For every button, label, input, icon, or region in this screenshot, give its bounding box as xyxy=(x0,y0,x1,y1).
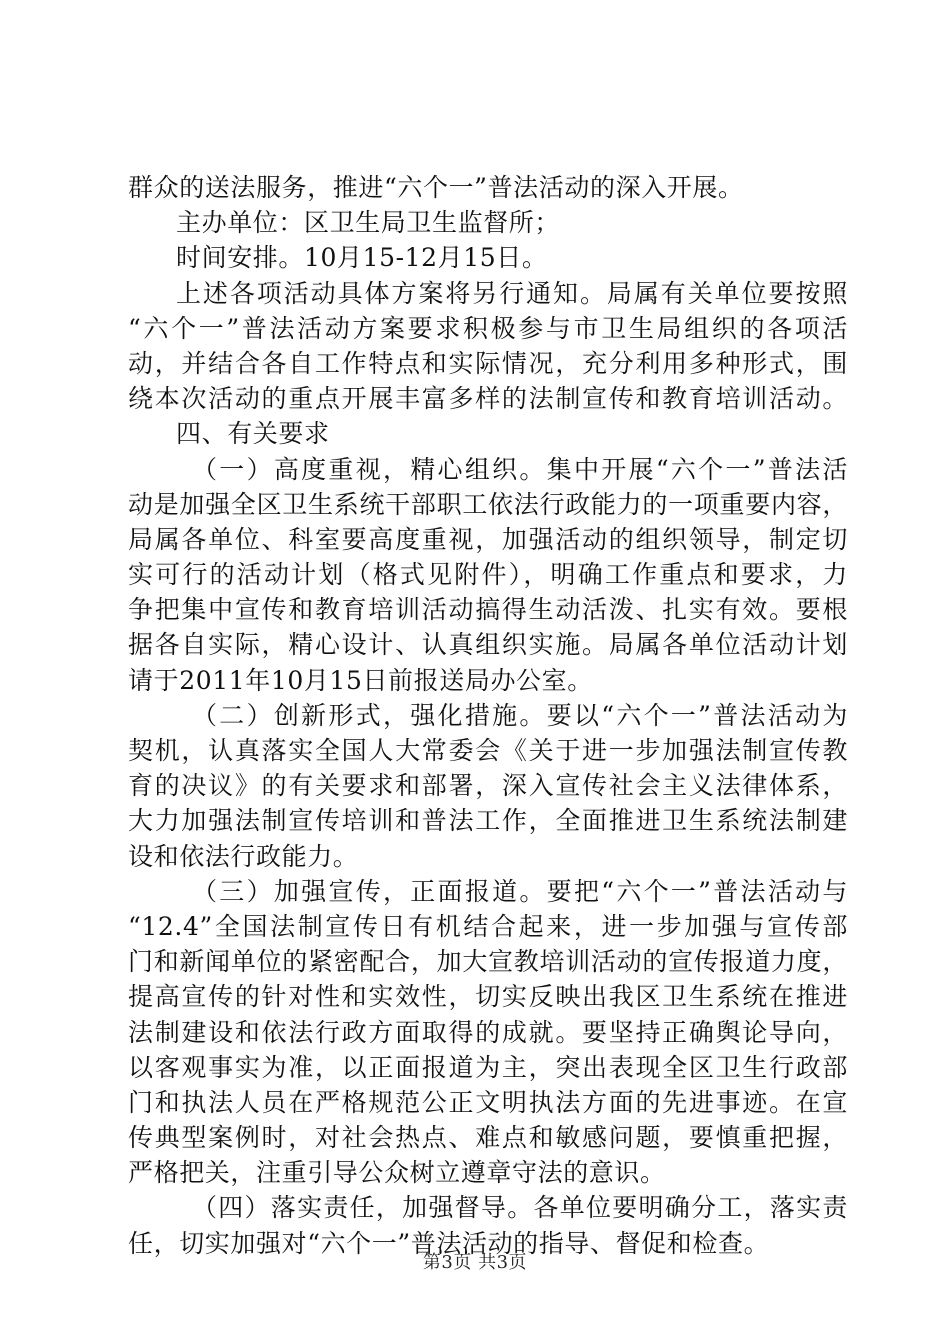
text-line-19: 大力加强法制宣传培训和普法工作，全面推进卫生系统法制建 xyxy=(128,806,848,836)
text-line-1: 群众的送法服务，推进“六个一”普法活动的深入开展。 xyxy=(128,173,744,202)
text-line-11: 局属各单位、科室要高度重视，加强活动的组织领导，制定切 xyxy=(128,524,848,554)
text-line-22: “12.4”全国法制宣传日有机结合起来，进一步加强与宣传部 xyxy=(128,911,848,941)
text-line-13: 争把集中宣传和教育培训活动搞得生动活泼、扎实有效。要根 xyxy=(128,595,848,625)
text-line-3: 时间安排。10月15-12月15日。 xyxy=(176,243,548,273)
text-line-18: 育的决议》的有关要求和部署，深入宣传社会主义法律体系， xyxy=(128,771,848,801)
text-line-10: 动是加强全区卫生系统干部职工依法行政能力的一项重要内容， xyxy=(128,489,848,519)
text-line-9: （一）高度重视，精心组织。集中开展“六个一”普法活 xyxy=(192,454,848,484)
text-line-30: （四）落实责任，加强督导。各单位要明确分工，落实责 xyxy=(192,1193,848,1223)
text-line-20: 设和依法行政能力。 xyxy=(128,841,359,871)
text-line-12: 实可行的活动计划（格式见附件），明确工作重点和要求，力 xyxy=(128,560,848,590)
text-line-21: （三）加强宣传，正面报道。要把“六个一”普法活动与 xyxy=(192,876,848,906)
text-line-23: 门和新闻单位的紧密配合，加大宣教培训活动的宣传报道力度， xyxy=(128,947,848,977)
section-heading-requirements: 四、有关要求 xyxy=(176,419,330,449)
text-line-31: 任，切实加强对“六个一”普法活动的指导、督促和检查。 xyxy=(128,1228,770,1258)
text-line-24: 提高宣传的针对性和实效性，切实反映出我区卫生系统在推进 xyxy=(128,982,848,1012)
text-line-29: 严格把关，注重引导公众树立遵章守法的意识。 xyxy=(128,1158,666,1188)
text-line-28: 传典型案例时，对社会热点、难点和敏感问题，要慎重把握， xyxy=(128,1123,848,1153)
text-line-5: “六个一”普法活动方案要求积极参与市卫生局组织的各项活 xyxy=(128,313,848,343)
text-line-7: 绕本次活动的重点开展丰富多样的法制宣传和教育培训活动。 xyxy=(128,384,848,414)
text-line-2: 主办单位：区卫生局卫生监督所； xyxy=(176,208,561,238)
text-line-25: 法制建设和依法行政方面取得的成就。要坚持正确舆论导向， xyxy=(128,1017,848,1047)
document-body xyxy=(128,170,848,1261)
text-line-27: 门和执法人员在严格规范公正文明执法方面的先进事迹。在宣 xyxy=(128,1087,848,1117)
text-line-14: 据各自实际，精心设计、认真组织实施。局属各单位活动计划 xyxy=(128,630,848,660)
text-line-17: 契机，认真落实全国人大常委会《关于进一步加强法制宣传教 xyxy=(128,736,848,765)
text-line-4: 上述各项活动具体方案将另行通知。局属有关单位要按照 xyxy=(176,278,848,308)
page-number-footer: 第3页 共3页 xyxy=(422,1252,528,1273)
text-line-16: （二）创新形式，强化措施。要以“六个一”普法活动为 xyxy=(192,700,848,730)
text-line-6: 动，并结合各自工作特点和实际情况，充分利用多种形式，围 xyxy=(128,348,848,378)
text-line-15: 请于2011年10月15日前报送局办公室。 xyxy=(128,665,593,695)
text-line-26: 以客观事实为准，以正面报道为主，突出表现全区卫生行政部 xyxy=(128,1052,848,1082)
